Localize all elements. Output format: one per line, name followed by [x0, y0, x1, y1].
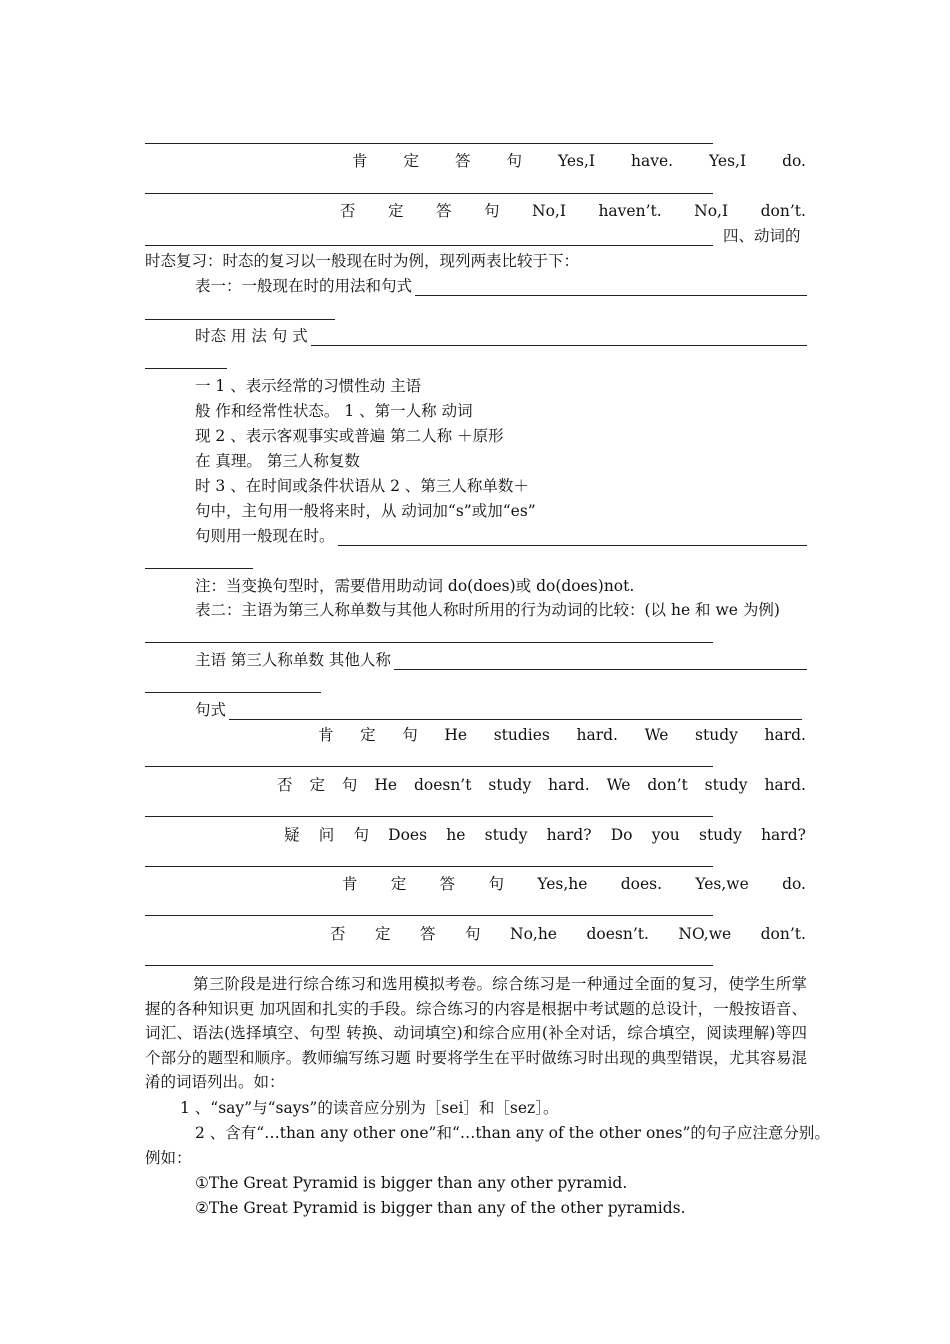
table-cell-word: 句	[402, 726, 418, 744]
table2-pattern-line	[195, 700, 802, 720]
table-cell-word: have.	[630, 152, 674, 170]
table-cell-word: 定	[388, 202, 404, 220]
table-cell-word: We	[644, 726, 669, 744]
table2-row-affirmative	[318, 725, 806, 745]
table-cell-word: haven’t.	[598, 202, 662, 220]
table1-row: 般 作和经常性状态。 1 、第一人称 动词	[195, 402, 473, 420]
table2-row-question	[284, 825, 806, 845]
section-heading-line	[145, 226, 807, 246]
table-cell-word: does.	[620, 875, 663, 893]
rule	[145, 766, 713, 767]
table-cell-word: 答	[439, 875, 456, 893]
table-cell-word: 句	[465, 925, 481, 943]
table-cell-word: No,I	[532, 202, 566, 220]
table-cell-word: 肯	[318, 726, 334, 744]
table-cell-word: 答	[436, 202, 452, 220]
table-cell-word: you	[651, 826, 680, 844]
rule	[229, 705, 802, 720]
table1-row: 现 2 、表示客观事实或普遍 第二人称 ＋原形	[195, 427, 504, 445]
table-cell-word: 句	[488, 875, 504, 893]
table-cell-word: hard?	[761, 826, 806, 844]
table-cell-word: do.	[782, 152, 806, 170]
table-cell-word: Do	[610, 826, 633, 844]
rule	[394, 655, 807, 670]
list-item-2: 2 、含有“…than any other one”和“…than any of the other ones”的句子应注意分别。	[195, 1124, 830, 1142]
table-cell-word: 问	[318, 826, 335, 844]
table-cell-word: doesn’t	[413, 776, 472, 794]
rule	[145, 915, 713, 916]
table1-title: 表一：一般现在时的用法和句式	[195, 277, 413, 295]
table1-row: 一 1 、表示经常的习惯性动 主语	[195, 377, 422, 395]
table1-row: 在 真理。 第三人称复数	[195, 452, 360, 470]
table-cell-word: 答	[420, 925, 436, 943]
section-heading-part1: 四、动词的	[723, 227, 801, 245]
table-cell-word: No,he	[510, 925, 557, 943]
table-cell-word: 疑	[284, 826, 300, 844]
rule	[145, 642, 713, 643]
rule	[415, 281, 807, 296]
table-cell-word: hard.	[576, 726, 618, 744]
table-cell-word: Yes,he	[537, 875, 588, 893]
rule	[145, 143, 713, 144]
table-cell-word: study	[488, 776, 532, 794]
rule	[338, 531, 807, 546]
table1-title-line	[195, 276, 807, 296]
table-cell-word: We	[606, 776, 631, 794]
table-cell-word: Does	[388, 826, 428, 844]
rule	[145, 568, 253, 569]
table-cell-word: Yes,I	[557, 152, 595, 170]
table-cell-word: 肯	[352, 152, 368, 170]
table-cell-word: do.	[782, 875, 806, 893]
table-cell-word: 肯	[342, 875, 358, 893]
table-cell-word: No,I	[694, 202, 729, 220]
table-cell-word: 句	[353, 826, 369, 844]
note: 注：当变换句型时，需要借用助动词 do(does)或 do(does)not.	[195, 577, 635, 595]
rule	[145, 866, 713, 867]
table2-title: 表二：主语为第三人称单数与其他人称时所用的行为动词的比较：(以 he 和 we 为例)	[195, 601, 780, 619]
table-cell-word: He	[444, 726, 468, 744]
table-cell-word: doesn’t.	[586, 925, 649, 943]
list-item-2-continued: 例如：	[145, 1149, 192, 1167]
table-cell-word: studies	[493, 726, 550, 744]
table-row-affirmative-answer	[352, 151, 806, 171]
table2-header: 主语 第三人称单数 其他人称	[195, 651, 391, 669]
example-sentence-1: ①The Great Pyramid is bigger than any other pyramid.	[195, 1174, 628, 1192]
table-cell-word: 句	[484, 202, 500, 220]
rule	[145, 368, 227, 369]
table-cell-word: He	[374, 776, 398, 794]
rule	[145, 816, 713, 817]
list-item-1: 1 、“say”与“says”的读音应分别为［sei］和［sez］。	[180, 1099, 559, 1117]
table1-last-line	[195, 526, 807, 546]
table-cell-word: 定	[390, 875, 407, 893]
table1-header-line	[195, 326, 807, 346]
rule	[145, 965, 713, 966]
stage3-paragraph: 第三阶段是进行综合练习和选用模拟考卷。综合练习是一种通过全面的复习，使学生所掌握的各种知识更 加巩固和扎实的手段。综合练习的内容是根据中考试题的总设计，一般按语音、词汇、语法(选择填空、句型 转换、动词填空)和综合应用(补全对话，综合填空，阅读理解)等四个部分的题型和顺序。教师编写练习题 时要将学生在平时做练习时出现的典型错误，尤其容易混淆的词语列出。如：	[145, 975, 807, 1091]
table1-row: 时 3 、在时间或条件状语从 2 、第三人称单数＋	[195, 477, 529, 495]
table-cell-word: 定	[375, 925, 391, 943]
rule	[145, 319, 335, 320]
rule	[311, 331, 807, 346]
table-cell-word: 否	[277, 776, 293, 794]
table-cell-word: NO,we	[678, 925, 732, 943]
table-cell-word: he	[446, 826, 466, 844]
table-cell-word: 句	[506, 152, 522, 170]
table2-pattern: 句式	[195, 701, 227, 719]
table1-row: 句则用一般现在时。	[195, 527, 335, 545]
table-cell-word: Yes,we	[695, 875, 749, 893]
table-cell-word: 答	[454, 152, 471, 170]
table-cell-word: 定	[309, 776, 325, 794]
rule	[145, 692, 321, 693]
table1-row: 句中，主句用一般将来时，从 动词加“s”或加“es”	[195, 502, 536, 520]
table-cell-word: 否	[330, 925, 346, 943]
table-cell-word: study	[704, 776, 748, 794]
example-sentence-2: ②The Great Pyramid is bigger than any of the other pyramids.	[195, 1199, 686, 1217]
table-cell-word: 定	[403, 152, 419, 170]
table-cell-word: study	[695, 726, 738, 744]
table2-header-line	[195, 650, 807, 670]
table-cell-word: 否	[340, 202, 356, 220]
section-heading-part2: 时态复习：时态的复习以一般现在时为例，现列两表比较于下：	[145, 252, 580, 270]
table-cell-word: hard.	[764, 726, 806, 744]
table-cell-word: Yes,I	[709, 152, 747, 170]
rule	[145, 193, 713, 194]
table-cell-word: don’t.	[760, 925, 806, 943]
table-cell-word: study	[699, 826, 742, 844]
table2-row-negative	[277, 775, 806, 795]
table-cell-word: hard.	[764, 776, 806, 794]
table2-row-affirmative-answer	[342, 874, 806, 894]
table-row-negative-answer	[340, 201, 806, 221]
table1-header: 时态 用 法 句 式	[195, 327, 308, 345]
table-cell-word: hard.	[548, 776, 590, 794]
table-cell-word: 句	[341, 776, 358, 794]
table-cell-word: don’t.	[760, 202, 806, 220]
table-cell-word: 定	[360, 726, 376, 744]
table2-row-negative-answer	[330, 924, 806, 944]
table-cell-word: study	[484, 826, 528, 844]
table-cell-word: hard?	[546, 826, 592, 844]
rule	[145, 231, 713, 246]
table-cell-word: don’t	[647, 776, 688, 794]
